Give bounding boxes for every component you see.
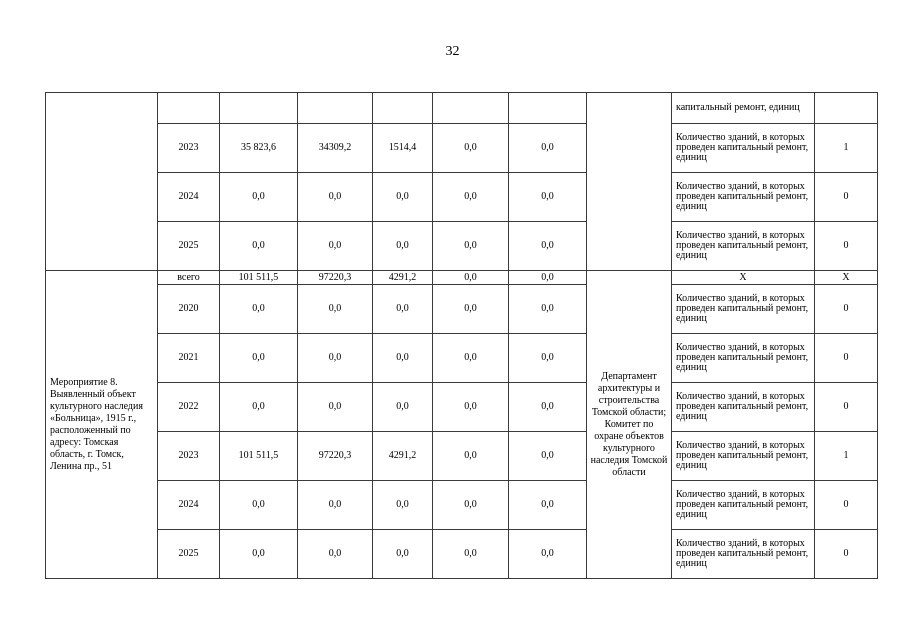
- year-cell: 2024: [158, 481, 220, 530]
- amount-cell: 34309,2: [298, 124, 373, 173]
- amount-cell: 0,0: [509, 383, 587, 432]
- table-row: [46, 383, 878, 432]
- indicator-value-cell: 0: [815, 481, 878, 530]
- indicator-value-cell: Х: [815, 271, 878, 285]
- amount-cell: 0,0: [509, 222, 587, 271]
- table-row: [46, 222, 878, 271]
- amount-cell: 0,0: [373, 334, 433, 383]
- amount-cell: [298, 93, 373, 124]
- amount-cell: 0,0: [298, 530, 373, 579]
- indicator-cell: Количество зданий, в которых проведен капитальный ремонт, единиц: [672, 173, 815, 222]
- amount-cell: [373, 93, 433, 124]
- amount-cell: 97220,3: [298, 271, 373, 285]
- amount-cell: 101 511,5: [220, 271, 298, 285]
- amount-cell: 0,0: [433, 173, 509, 222]
- amount-cell: 97220,3: [298, 432, 373, 481]
- year-cell: 2024: [158, 173, 220, 222]
- indicator-value-cell: 0: [815, 334, 878, 383]
- indicator-value-cell: 0: [815, 173, 878, 222]
- year-cell: 2022: [158, 383, 220, 432]
- amount-cell: 0,0: [220, 481, 298, 530]
- amount-cell: 0,0: [509, 285, 587, 334]
- indicator-cell: Количество зданий, в которых проведен капитальный ремонт, единиц: [672, 530, 815, 579]
- table-row: [46, 173, 878, 222]
- indicator-value-cell: 0: [815, 383, 878, 432]
- amount-cell: 0,0: [509, 432, 587, 481]
- amount-cell: 0,0: [220, 285, 298, 334]
- amount-cell: 0,0: [298, 222, 373, 271]
- amount-cell: 0,0: [220, 222, 298, 271]
- amount-cell: 0,0: [298, 334, 373, 383]
- amount-cell: 0,0: [509, 334, 587, 383]
- indicator-cell: Х: [672, 271, 815, 285]
- amount-cell: 0,0: [220, 334, 298, 383]
- table-row: [46, 285, 878, 334]
- table-row: [46, 334, 878, 383]
- event-cell-continued: [46, 93, 158, 271]
- amount-cell: 0,0: [509, 481, 587, 530]
- amount-cell: 0,0: [373, 285, 433, 334]
- amount-cell: 0,0: [433, 530, 509, 579]
- amount-cell: 0,0: [373, 481, 433, 530]
- budget-table: [45, 92, 878, 579]
- amount-cell: [509, 93, 587, 124]
- indicator-value-cell: 0: [815, 222, 878, 271]
- indicator-cell: Количество зданий, в которых проведен капитальный ремонт, единиц: [672, 383, 815, 432]
- year-cell: [158, 93, 220, 124]
- amount-cell: 0,0: [433, 285, 509, 334]
- amount-cell: 0,0: [433, 222, 509, 271]
- amount-cell: 0,0: [509, 530, 587, 579]
- amount-cell: 0,0: [373, 530, 433, 579]
- department-cell: Департамент архитектуры и строительства Томской области; Комитет по охране объектов культурного наследия Томской области: [587, 271, 672, 579]
- indicator-cell: Количество зданий, в которых проведен капитальный ремонт, единиц: [672, 481, 815, 530]
- amount-cell: 4291,2: [373, 271, 433, 285]
- amount-cell: 35 823,6: [220, 124, 298, 173]
- amount-cell: 0,0: [298, 173, 373, 222]
- amount-cell: 0,0: [298, 481, 373, 530]
- table-row: [46, 432, 878, 481]
- amount-cell: 4291,2: [373, 432, 433, 481]
- amount-cell: 1514,4: [373, 124, 433, 173]
- amount-cell: 0,0: [509, 271, 587, 285]
- table-row: [46, 530, 878, 579]
- amount-cell: 0,0: [298, 383, 373, 432]
- amount-cell: 0,0: [433, 432, 509, 481]
- event-description: Мероприятие 8. Выявленный объект культурного наследия «Больница», 1915 г., расположенный по адресу: Томская область, г. Томск, Ленина пр., 51: [46, 271, 158, 579]
- indicator-cell: Количество зданий, в которых проведен капитальный ремонт, единиц: [672, 432, 815, 481]
- year-cell: 2021: [158, 334, 220, 383]
- amount-cell: 101 511,5: [220, 432, 298, 481]
- amount-cell: 0,0: [373, 173, 433, 222]
- year-cell: 2025: [158, 222, 220, 271]
- amount-cell: 0,0: [298, 285, 373, 334]
- amount-cell: 0,0: [433, 383, 509, 432]
- amount-cell: 0,0: [433, 334, 509, 383]
- amount-cell: 0,0: [220, 173, 298, 222]
- amount-cell: [433, 93, 509, 124]
- indicator-cell: Количество зданий, в которых проведен капитальный ремонт, единиц: [672, 222, 815, 271]
- amount-cell: 0,0: [220, 383, 298, 432]
- year-cell: всего: [158, 271, 220, 285]
- indicator-cell: Количество зданий, в которых проведен капитальный ремонт, единиц: [672, 285, 815, 334]
- page-number: 32: [445, 44, 460, 59]
- indicator-cell: Количество зданий, в которых проведен капитальный ремонт, единиц: [672, 124, 815, 173]
- amount-cell: 0,0: [220, 530, 298, 579]
- year-cell: 2023: [158, 432, 220, 481]
- indicator-cell: капитальный ремонт, единиц: [672, 93, 815, 124]
- indicator-value-cell: 1: [815, 124, 878, 173]
- amount-cell: 0,0: [373, 222, 433, 271]
- year-cell: 2020: [158, 285, 220, 334]
- indicator-value-cell: 0: [815, 530, 878, 579]
- year-cell: 2023: [158, 124, 220, 173]
- amount-cell: 0,0: [509, 173, 587, 222]
- department-cell-continued: [587, 93, 672, 271]
- amount-cell: 0,0: [509, 124, 587, 173]
- indicator-cell: Количество зданий, в которых проведен капитальный ремонт, единиц: [672, 334, 815, 383]
- indicator-value-cell: [815, 93, 878, 124]
- table-row: [46, 124, 878, 173]
- amount-cell: [220, 93, 298, 124]
- table-row: [46, 93, 878, 124]
- amount-cell: 0,0: [433, 271, 509, 285]
- amount-cell: 0,0: [433, 481, 509, 530]
- year-cell: 2025: [158, 530, 220, 579]
- amount-cell: 0,0: [373, 383, 433, 432]
- table-row: [46, 481, 878, 530]
- amount-cell: 0,0: [433, 124, 509, 173]
- indicator-value-cell: 0: [815, 285, 878, 334]
- indicator-value-cell: 1: [815, 432, 878, 481]
- table-row-total: [46, 271, 878, 285]
